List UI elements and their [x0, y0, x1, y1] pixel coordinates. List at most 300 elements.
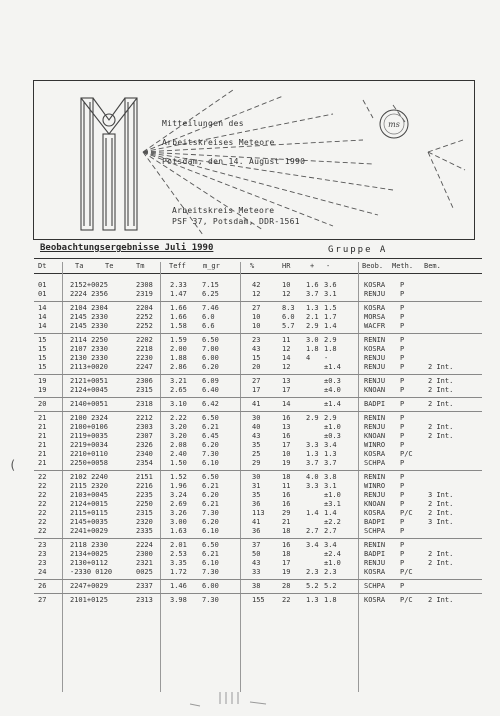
cell-tm: 2303 — [136, 423, 153, 431]
cell-meth: P — [400, 582, 405, 590]
cell-mgr: 6.25 — [202, 290, 219, 298]
cell-dt: 21 — [38, 441, 47, 449]
cell-mi: ±2.4 — [324, 550, 341, 558]
cell-ta: 2224 2356 — [70, 290, 108, 298]
cell-mi: ±4.0 — [324, 386, 341, 394]
cell-mgr: 6.21 — [202, 482, 219, 490]
cell-tm: 2204 — [136, 304, 153, 312]
cell-ta: 2113+0020 — [70, 363, 108, 371]
cell-tm: 2300 — [136, 550, 153, 558]
cell-dt: 14 — [38, 322, 47, 330]
cell-ta: 2124+0045 — [70, 386, 108, 394]
table-row — [0, 363, 500, 372]
col-tm: Tm — [136, 262, 145, 270]
cell-beob: RENJU — [364, 363, 386, 371]
cell-mgr: 6.20 — [202, 363, 219, 371]
cell-mi: ±1.0 — [324, 423, 341, 431]
cell-hr: 11 — [282, 482, 291, 490]
cell-beob: WINRO — [364, 441, 386, 449]
cell-ta: 2114 2250 — [70, 336, 108, 344]
cell-pl: 1.3 — [306, 304, 319, 312]
group-separator — [34, 374, 482, 375]
cell-dt: 15 — [38, 363, 47, 371]
cell-dt: 01 — [38, 290, 47, 298]
cell-mgr: 6.0 — [202, 313, 215, 321]
cell-tm: 2308 — [136, 281, 153, 289]
col-te: Te — [105, 262, 114, 270]
cell-ta: 2145 2330 — [70, 313, 108, 321]
cell-p: 31 — [252, 482, 261, 490]
cell-meth: P/C — [400, 568, 413, 576]
cell-tm: 2252 — [136, 313, 153, 321]
cell-pl: 1.3 — [306, 596, 319, 604]
table-row — [0, 432, 500, 441]
cell-mi: 3.8 — [324, 473, 337, 481]
cell-pl: 2.9 — [306, 322, 319, 330]
cell-beob: SCHPA — [364, 527, 386, 535]
cell-p: 29 — [252, 459, 261, 467]
cell-pl: 4.0 — [306, 473, 319, 481]
cell-mi: ±1.4 — [324, 363, 341, 371]
group-separator — [34, 301, 482, 302]
cell-mi: 1.3 — [324, 450, 337, 458]
cell-hr: 28 — [282, 582, 291, 590]
cell-tm: 2320 — [136, 518, 153, 526]
cell-meth: P — [400, 473, 405, 481]
table-row — [0, 441, 500, 450]
cell-beob: WINRO — [364, 482, 386, 490]
cell-meth: P — [400, 322, 405, 330]
cell-teff: 2.22 — [170, 414, 187, 422]
svg-text:ms: ms — [388, 120, 400, 129]
cell-hr: 16 — [282, 541, 291, 549]
cell-p: 38 — [252, 582, 261, 590]
cell-hr: 16 — [282, 491, 291, 499]
cell-p: 40 — [252, 423, 261, 431]
cell-ta: 2134+0025 — [70, 550, 108, 558]
cell-beob: BADPI — [364, 400, 386, 408]
cell-teff: 2.65 — [170, 386, 187, 394]
cell-pl: 4 — [306, 354, 311, 362]
cell-tm: 2354 — [136, 459, 153, 467]
akm-logo — [75, 90, 145, 238]
cell-ta: 2124+0015 — [70, 500, 108, 508]
cell-ta: 2118 2330 — [70, 541, 108, 549]
cell-hr: 10 — [282, 450, 291, 458]
cell-beob: RENIN — [364, 414, 386, 422]
cell-bem: 2 Int. — [428, 423, 454, 431]
cell-dt: 27 — [38, 596, 47, 604]
cell-p: 36 — [252, 500, 261, 508]
cell-mgr: 6.21 — [202, 423, 219, 431]
cell-p: 25 — [252, 450, 261, 458]
cell-tm: 2212 — [136, 414, 153, 422]
cell-mi: - — [324, 354, 329, 362]
cell-tm: 2319 — [136, 290, 153, 298]
group-separator — [34, 411, 482, 412]
cell-mgr: 7.00 — [202, 345, 219, 353]
cell-pl: 5.2 — [306, 582, 319, 590]
cell-dt: 22 — [38, 500, 47, 508]
cell-hr: 10 — [282, 281, 291, 289]
cell-dt: 23 — [38, 559, 47, 567]
cell-teff: 3.35 — [170, 559, 187, 567]
cell-ta: 2145 2330 — [70, 322, 108, 330]
cell-beob: MORSA — [364, 313, 386, 321]
table-row — [0, 313, 500, 322]
cell-p: 113 — [252, 509, 265, 517]
cell-dt: 14 — [38, 304, 47, 312]
cell-beob: KOSRA — [364, 509, 386, 517]
cell-mgr: 6.10 — [202, 559, 219, 567]
cell-teff: 3.26 — [170, 509, 187, 517]
cell-ta: 2107 2330 — [70, 345, 108, 353]
cell-meth: P — [400, 491, 405, 499]
cell-pl: 1.6 — [306, 281, 319, 289]
cell-meth: P — [400, 386, 405, 394]
cell-mgr: 6.21 — [202, 500, 219, 508]
cell-mi: 3.7 — [324, 459, 337, 467]
cell-mgr: 7.46 — [202, 304, 219, 312]
cell-ta: 2241+0029 — [70, 527, 108, 535]
cell-mgr: 7.30 — [202, 450, 219, 458]
cell-beob: RENJU — [364, 377, 386, 385]
cell-pl: 2.3 — [306, 568, 319, 576]
cell-bem: 2 Int. — [428, 550, 454, 558]
cell-ta: 2219+0034 — [70, 441, 108, 449]
cell-mi: 3.1 — [324, 482, 337, 490]
cell-beob: KOSRA — [364, 345, 386, 353]
cell-dt: 19 — [38, 386, 47, 394]
cell-hr: 17 — [282, 441, 291, 449]
cell-beob: KNOAN — [364, 386, 386, 394]
group-separator — [34, 593, 482, 594]
cell-mgr: 6.50 — [202, 473, 219, 481]
cell-mgr: 6.6 — [202, 322, 215, 330]
cell-meth: P — [400, 441, 405, 449]
table-row — [0, 414, 500, 423]
cell-hr: 18 — [282, 550, 291, 558]
cell-mgr: 6.10 — [202, 459, 219, 467]
cell-dt: 21 — [38, 459, 47, 467]
table-row — [0, 400, 500, 409]
cell-mi: 1.4 — [324, 509, 337, 517]
cell-p: 50 — [252, 550, 261, 558]
cell-tm: 2306 — [136, 377, 153, 385]
cell-mgr: 6.50 — [202, 414, 219, 422]
cell-ta: 2121+0051 — [70, 377, 108, 385]
col-mgr: m_gr — [203, 262, 220, 270]
cell-meth: P — [400, 459, 405, 467]
cell-meth: P — [400, 482, 405, 490]
cell-tm: 2247 — [136, 363, 153, 371]
cell-teff: 1.96 — [170, 482, 187, 490]
group-separator — [34, 579, 482, 580]
cell-p: 37 — [252, 541, 261, 549]
cell-pl: 3.4 — [306, 541, 319, 549]
cell-hr: 13 — [282, 377, 291, 385]
cell-p: 27 — [252, 377, 261, 385]
cell-pl: 2.1 — [306, 313, 319, 321]
cell-ta: 2210+0110 — [70, 450, 108, 458]
cell-ta: 2102 2240 — [70, 473, 108, 481]
cell-meth: P — [400, 432, 405, 440]
cell-dt: 21 — [38, 432, 47, 440]
cell-teff: 2.33 — [170, 281, 187, 289]
cell-beob: KOSRA — [364, 596, 386, 604]
table-row — [0, 290, 500, 299]
cell-beob: RENJU — [364, 354, 386, 362]
cell-pl: 2.9 — [306, 414, 319, 422]
table-row — [0, 509, 500, 518]
table-row — [0, 459, 500, 468]
col-meth: Meth. — [392, 262, 414, 270]
cell-tm: 2307 — [136, 432, 153, 440]
cell-pl: 3.7 — [306, 459, 319, 467]
table-row — [0, 377, 500, 386]
section-title: Beobachtungsergebnisse Juli 1990 — [40, 243, 214, 253]
cell-ta: 2119+0035 — [70, 432, 108, 440]
cell-p: 12 — [252, 290, 261, 298]
header-line-5: PSF 37, Potsdam, DDR-1561 — [172, 217, 300, 226]
cell-dt: 21 — [38, 414, 47, 422]
cell-tm: 2335 — [136, 527, 153, 535]
cell-mgr: 6.42 — [202, 400, 219, 408]
cell-bem: 2 Int. — [428, 596, 454, 604]
col-beob: Beob. — [362, 262, 384, 270]
cell-hr: 13 — [282, 423, 291, 431]
cell-teff: 1.47 — [170, 290, 187, 298]
cell-ta: 2247+0029 — [70, 582, 108, 590]
cell-tm: 2252 — [136, 322, 153, 330]
cell-pl: 2.7 — [306, 527, 319, 535]
margin-mark: ( — [9, 458, 17, 472]
cell-mi: 1.7 — [324, 313, 337, 321]
table-row — [0, 527, 500, 536]
table-row — [0, 281, 500, 290]
cell-mi: ±3.1 — [324, 500, 341, 508]
cell-beob: KNOAN — [364, 500, 386, 508]
table-row — [0, 596, 500, 605]
cell-teff: 2.00 — [170, 345, 187, 353]
cell-p: 43 — [252, 559, 261, 567]
cell-teff: 3.20 — [170, 423, 187, 431]
header-line-2: Arbeitskreises Meteore — [162, 138, 275, 147]
cell-tm: 2202 — [136, 336, 153, 344]
cell-hr: 17 — [282, 386, 291, 394]
table-row — [0, 322, 500, 331]
cell-pl: 1.3 — [306, 450, 319, 458]
table-row — [0, 450, 500, 459]
cell-ta: 2103+0045 — [70, 491, 108, 499]
cell-ta: -2330 0120 — [70, 568, 113, 576]
header-line-1: Mitteilungen des — [162, 119, 244, 128]
cell-hr: 5.7 — [282, 322, 295, 330]
cell-pl: 3.3 — [306, 482, 319, 490]
cell-bem: 2 Int. — [428, 400, 454, 408]
cell-mi: 1.4 — [324, 322, 337, 330]
cell-teff: 1.58 — [170, 322, 187, 330]
cell-teff: 3.00 — [170, 518, 187, 526]
cell-beob: RENIN — [364, 336, 386, 344]
cell-hr: 19 — [282, 568, 291, 576]
table-row — [0, 541, 500, 550]
cell-bem: 2 Int. — [428, 500, 454, 508]
table-row — [0, 568, 500, 577]
header-line-3: Potsdam, den 14. August 1990 — [162, 157, 306, 166]
cell-mgr: 6.00 — [202, 582, 219, 590]
cell-mi: 1.8 — [324, 596, 337, 604]
cell-hr: 21 — [282, 518, 291, 526]
cell-p: 10 — [252, 322, 261, 330]
cell-dt: 19 — [38, 377, 47, 385]
cell-mgr: 6.20 — [202, 491, 219, 499]
cell-mi: 3.4 — [324, 441, 337, 449]
cell-mgr: 6.20 — [202, 518, 219, 526]
cell-dt: 23 — [38, 550, 47, 558]
cell-mgr: 7.30 — [202, 509, 219, 517]
cell-meth: P — [400, 354, 405, 362]
cell-beob: RENJU — [364, 423, 386, 431]
cell-ta: 2130+0112 — [70, 559, 108, 567]
cell-mi: 5.2 — [324, 582, 337, 590]
cell-beob: RENIN — [364, 473, 386, 481]
cell-pl: 3.7 — [306, 290, 319, 298]
cell-meth: P — [400, 377, 405, 385]
header-rule — [34, 273, 482, 274]
cell-mi: 2.9 — [324, 414, 337, 422]
col-teff: Teff — [169, 262, 186, 270]
cell-tm: 2235 — [136, 491, 153, 499]
cell-tm: 2321 — [136, 559, 153, 567]
cell-hr: 22 — [282, 596, 291, 604]
cell-hr: 12 — [282, 290, 291, 298]
cell-tm: 0025 — [136, 568, 153, 576]
cell-p: 30 — [252, 473, 261, 481]
cell-teff: 1.72 — [170, 568, 187, 576]
cell-meth: P — [400, 336, 405, 344]
cell-p: 33 — [252, 568, 261, 576]
cell-tm: 2315 — [136, 386, 153, 394]
cell-meth: P — [400, 290, 405, 298]
cell-teff: 3.10 — [170, 400, 187, 408]
cell-bem: 2 Int. — [428, 509, 454, 517]
cell-dt: 22 — [38, 509, 47, 517]
cell-meth: P — [400, 400, 405, 408]
col-hr: HR — [282, 262, 291, 270]
cell-teff: 2.40 — [170, 450, 187, 458]
cell-teff: 3.20 — [170, 432, 187, 440]
cell-bem: 2 Int. — [428, 386, 454, 394]
cell-mi: 3.4 — [324, 541, 337, 549]
group-separator — [34, 470, 482, 471]
cell-p: 36 — [252, 527, 261, 535]
cell-dt: 23 — [38, 541, 47, 549]
cell-dt: 20 — [38, 400, 47, 408]
cell-ta: 2250+0058 — [70, 459, 108, 467]
col-plus: + — [310, 262, 315, 270]
col-dt: Dt — [38, 262, 47, 270]
cell-meth: P — [400, 541, 405, 549]
cell-mi: ±0.3 — [324, 432, 341, 440]
cell-hr: 18 — [282, 527, 291, 535]
cell-bem: 2 Int. — [428, 432, 454, 440]
cell-p: 23 — [252, 336, 261, 344]
cell-teff: 3.21 — [170, 377, 187, 385]
cell-ta: 2115+0115 — [70, 509, 108, 517]
cell-beob: KOSRA — [364, 450, 386, 458]
cell-meth: P/C — [400, 596, 413, 604]
cell-hr: 29 — [282, 509, 291, 517]
cell-ta: 2115 2320 — [70, 482, 108, 490]
cell-ta: 2100+0106 — [70, 423, 108, 431]
group-separator — [34, 538, 482, 539]
cell-mgr: 6.09 — [202, 377, 219, 385]
cell-ta: 2101+0125 — [70, 596, 108, 604]
cell-hr: 14 — [282, 354, 291, 362]
cell-beob: KOSRA — [364, 568, 386, 576]
cell-dt: 22 — [38, 482, 47, 490]
top-rule — [34, 258, 482, 259]
cell-meth: P — [400, 527, 405, 535]
table-row — [0, 304, 500, 313]
cell-p: 10 — [252, 313, 261, 321]
cell-beob: BADPI — [364, 550, 386, 558]
table-row — [0, 518, 500, 527]
cell-beob: RENJU — [364, 559, 386, 567]
cell-dt: 15 — [38, 354, 47, 362]
cell-mi: ±1.0 — [324, 559, 341, 567]
cell-teff: 2.86 — [170, 363, 187, 371]
cell-meth: P — [400, 423, 405, 431]
table-row — [0, 473, 500, 482]
cell-teff: 1.52 — [170, 473, 187, 481]
cell-tm: 2216 — [136, 482, 153, 490]
cell-beob: KNOAN — [364, 432, 386, 440]
cell-mi: 3.1 — [324, 290, 337, 298]
table-row — [0, 482, 500, 491]
cell-meth: P/C — [400, 509, 413, 517]
cell-dt: 21 — [38, 423, 47, 431]
cell-meth: P — [400, 345, 405, 353]
cell-teff: 1.46 — [170, 582, 187, 590]
cell-pl: 3.0 — [306, 336, 319, 344]
cell-hr: 8.3 — [282, 304, 295, 312]
cell-mgr: 7.15 — [202, 281, 219, 289]
cell-mgr: 6.50 — [202, 541, 219, 549]
cell-p: 43 — [252, 345, 261, 353]
header-line-4: Arbeitskreis Meteore — [172, 206, 275, 215]
table-row — [0, 336, 500, 345]
cell-teff: 3.98 — [170, 596, 187, 604]
cell-teff: 1.63 — [170, 527, 187, 535]
cell-p: 41 — [252, 518, 261, 526]
cell-ta: 2145+0035 — [70, 518, 108, 526]
cell-hr: 14 — [282, 400, 291, 408]
cell-beob: BADPI — [364, 518, 386, 526]
cell-meth: P — [400, 518, 405, 526]
cell-p: 17 — [252, 386, 261, 394]
cell-hr: 17 — [282, 559, 291, 567]
cell-p: 155 — [252, 596, 265, 604]
cell-mgr: 7.30 — [202, 596, 219, 604]
cell-p: 15 — [252, 354, 261, 362]
cell-mi: 3.6 — [324, 281, 337, 289]
cell-p: 43 — [252, 432, 261, 440]
cell-p: 30 — [252, 414, 261, 422]
cell-p: 20 — [252, 363, 261, 371]
cell-dt: 22 — [38, 518, 47, 526]
